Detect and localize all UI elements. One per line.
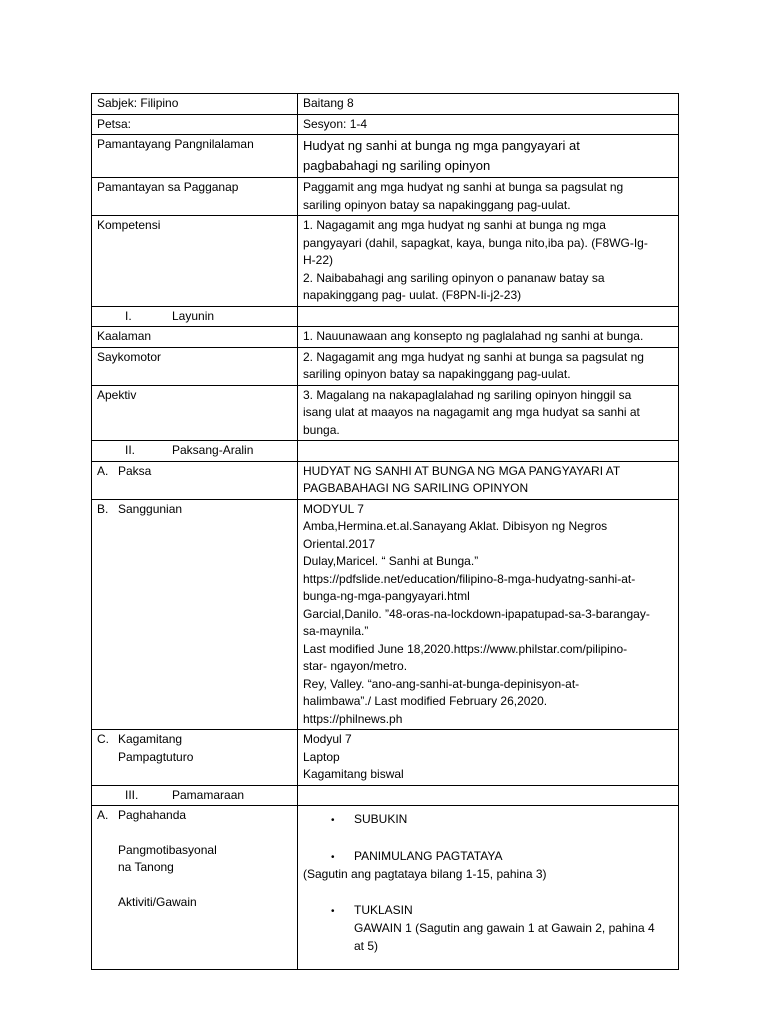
knowledge-text — [298, 327, 679, 348]
section-title: Paksang-Aralin — [172, 443, 254, 457]
table-row — [92, 347, 679, 385]
text-line: 2. Naibabahagi ang sariling opinyon o pananaw batay sa — [303, 270, 605, 285]
text-line: https://pdfslide.net/education/filipino-8-mga-hudyatng-sanhi-at- — [303, 571, 636, 586]
text-line: 3. Magalang na nakapaglalahad ng sariling opinyon hinggil sa — [303, 387, 632, 402]
materials-label — [92, 730, 298, 786]
label-text: Pampagtuturo — [118, 749, 194, 764]
materials-text — [298, 730, 679, 786]
list-letter: A. — [97, 463, 109, 478]
table-row — [92, 216, 679, 307]
table-row — [92, 806, 679, 970]
item-note: at 5) — [354, 938, 379, 953]
label-text: Paksa — [118, 463, 152, 478]
table-row — [92, 385, 679, 441]
list-item — [303, 848, 674, 867]
table-row — [92, 114, 679, 135]
table-row — [92, 306, 679, 327]
item-note: (Sagutin ang pagtataya bilang 1-15, pahina 3) — [303, 867, 547, 881]
item-title: SUBUKIN — [354, 812, 408, 826]
text-line: pangyayari (dahil, sapagkat, kaya, bunga nito,iba pa). (F8WG-Ig- — [303, 235, 648, 250]
topic-label — [92, 461, 298, 499]
text-line: Oriental.2017 — [303, 536, 376, 551]
text-line: H-22) — [303, 253, 334, 267]
text-line: 2. Nagagamit ang mga hudyat ng sanhi at bunga sa pagsulat ng — [303, 349, 644, 364]
text-line: sa-maynila.” — [303, 624, 369, 638]
text-line: napakinggang pag- uulat. (F8PN-Ii-j2-23) — [303, 288, 522, 302]
session-cell: Sesyon: 1-4 — [298, 114, 679, 135]
table-row — [92, 441, 679, 462]
text-line: Last modified June 18,2020.https://www.philstar.com/pilipino- — [303, 641, 628, 656]
text-line: https://philnews.ph — [303, 711, 403, 726]
section-title: Layunin — [172, 308, 215, 323]
references-label — [92, 499, 298, 730]
procedure-heading — [92, 785, 298, 806]
empty-cell — [298, 306, 679, 327]
affective-label: Apektiv — [92, 385, 298, 441]
item-title: PANIMULANG PAGTATAYA — [354, 848, 503, 863]
text-line: Dulay,Maricel. “ Sanhi at Bunga.” — [303, 554, 479, 568]
knowledge-label: Kaalaman — [92, 327, 298, 348]
table-row — [92, 730, 679, 786]
grade-cell: Baitang 8 — [298, 94, 679, 115]
empty-cell — [298, 785, 679, 806]
psychomotor-text — [298, 347, 679, 385]
bullet-icon: • — [331, 851, 335, 863]
text-line: sariling opinyon batay sa napakinggang pag-uulat. — [303, 367, 571, 381]
section-title: Pamamaraan — [172, 787, 245, 802]
affective-text — [298, 385, 679, 441]
text-line: Modyul 7 — [303, 732, 352, 746]
roman-numeral: II. — [125, 443, 136, 457]
bullet-icon: • — [331, 815, 335, 826]
empty-cell — [298, 441, 679, 462]
table-row — [92, 178, 679, 216]
bullet-icon: • — [331, 905, 335, 917]
label-text: Paghahanda — [118, 808, 187, 822]
text-line: Hudyat ng sanhi at bunga ng mga pangyayari at — [303, 138, 580, 153]
date-label: Petsa: — [92, 114, 298, 135]
text-line: Kagamitang biswal — [303, 767, 404, 781]
text-line: bunga-ng-mga-pangyayari.html — [303, 589, 470, 603]
label-text: Kagamitang — [118, 732, 183, 746]
text-line: 1. Nagagamit ang mga hudyat ng sanhi at bunga ng mga — [303, 218, 606, 232]
topic-text — [298, 461, 679, 499]
objectives-heading — [92, 306, 298, 327]
text-line: sariling opinyon batay sa napakinggang pag-uulat. — [303, 197, 571, 212]
text-line: halimbawa”./ Last modified February 26,2020. — [303, 694, 548, 708]
table-row — [92, 499, 679, 730]
text-line: Rey, Valley. “ano-ang-sanhi-at-bunga-depinisyon-at- — [303, 676, 580, 691]
preparation-label — [92, 806, 298, 970]
content-standard-text — [298, 135, 679, 178]
label-text: Sanggunian — [118, 501, 183, 516]
performance-standard-label: Pamantayan sa Pagganap — [92, 178, 298, 216]
item-note: GAWAIN 1 (Sagutin ang gawain 1 at Gawain 2, pahina 4 — [354, 921, 655, 935]
text-line: MODYUL 7 — [303, 501, 364, 516]
competency-text — [298, 216, 679, 307]
item-title: TUKLASIN — [354, 902, 413, 917]
table-row — [92, 94, 679, 115]
roman-numeral: III. — [125, 787, 139, 802]
text-line: Paggamit ang mga hudyat ng sanhi at bunga sa pagsulat ng — [303, 180, 624, 194]
text-line: 1. Nauunawaan ang konsepto ng paglalahad ng sanhi at bunga. — [303, 329, 644, 343]
list-letter: B. — [97, 501, 109, 516]
text-line: star- ngayon/metro. — [303, 659, 408, 673]
text-line: Laptop — [303, 749, 340, 764]
references-text — [298, 499, 679, 730]
table-row — [92, 327, 679, 348]
text-line: PAGBABAHAGI NG SARILING OPINYON — [303, 481, 529, 495]
list-letter: C. — [97, 732, 109, 746]
list-item — [303, 811, 674, 830]
subject-cell: Sabjek: Filipino — [92, 94, 298, 115]
text-line: isang ulat at maayos na nagagamit ang mga hudyat sa sanhi at — [303, 405, 640, 419]
text-line: Amba,Hermina.et.al.Sanayang Aklat. Dibisyon ng Negros — [303, 519, 608, 533]
list-letter: A. — [97, 808, 109, 822]
table-row — [92, 135, 679, 178]
performance-standard-text — [298, 178, 679, 216]
label-text: Pangmotibasyonal — [118, 842, 217, 857]
roman-numeral: I. — [125, 308, 132, 323]
text-line: bunga. — [303, 422, 340, 437]
text-line: pagbabahagi ng sariling opinyon — [303, 158, 491, 173]
preparation-text — [298, 806, 679, 970]
table-row — [92, 785, 679, 806]
table-row — [92, 461, 679, 499]
subject-matter-heading — [92, 441, 298, 462]
text-line: HUDYAT NG SANHI AT BUNGA NG MGA PANGYAYARI AT — [303, 463, 621, 478]
label-text: na Tanong — [118, 860, 174, 874]
psychomotor-label: Saykomotor — [92, 347, 298, 385]
lesson-plan-table — [91, 93, 679, 970]
content-standard-label: Pamantayang Pangnilalaman — [92, 135, 298, 178]
text-line: Garcial,Danilo. ”48-oras-na-lockdown-ipapatupad-sa-3-barangay- — [303, 606, 650, 621]
competency-label: Kompetensi — [92, 216, 298, 307]
list-item — [303, 902, 674, 921]
label-text: Aktiviti/Gawain — [118, 894, 197, 909]
